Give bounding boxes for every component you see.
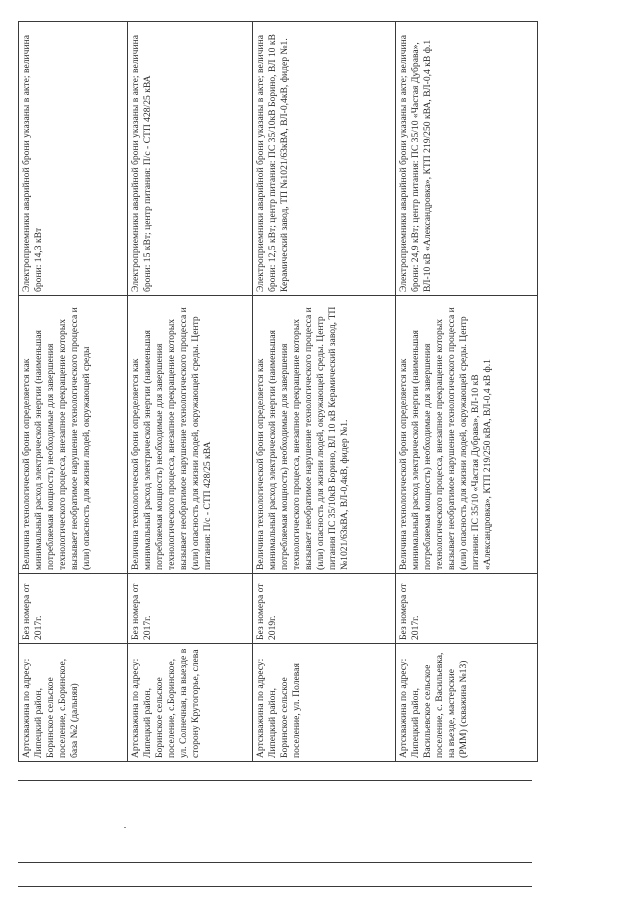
table-row xyxy=(127,22,253,762)
act-cell: Без номера от 2017г. xyxy=(395,574,537,644)
table-row xyxy=(395,22,537,762)
location-cell: Артскважина по адресу: Липецкий район, Васильевское сельское поселение, с. Васильевка, на въезде, мастерские (РММ) (скважина №13) xyxy=(395,644,537,762)
emergency-reserve-cell: Электроприемники аварийной брони указаны в акте; величина брони: 15 кВт; центр питания: П/с - СТП 428/25 кВА xyxy=(127,22,253,296)
act-cell: Без номера от 2017г. xyxy=(127,574,253,644)
separator-line xyxy=(18,862,532,863)
tech-reserve-cell: Величина технологической брони определяется как минимальный расход электрической энергии (наименьшая потребляемая мощность) необходимые для завершения технологического процесса, внезапное прекращение которых вызывает необратимое нарушение технологического процесса и (или) опасность для жизни людей, окружающей среды. Центр питания: П/с - СТП 428/25 кВА xyxy=(127,296,253,574)
separator-line xyxy=(18,886,532,887)
rotated-table-region xyxy=(18,22,538,762)
act-cell: Без номера от 2019г. xyxy=(253,574,395,644)
tech-reserve-cell: Величина технологической брони определяется как минимальный расход электрической энергии (наименьшая потребляемая мощность) необходимые для завершения технологического процесса, внезапное прекращение которых вызывает необратимое нарушение технологического процесса и (или) опасность для жизни людей, окружающей среды xyxy=(19,296,128,574)
table-row xyxy=(253,22,395,762)
scan-speck xyxy=(124,827,126,828)
location-cell: Артскважина по адресу: Липецкий район, Боринское сельское поселение, ул. Полевая xyxy=(253,644,395,762)
location-cell: Артскважина по адресу: Липецкий район, Боринское сельское поселение, с.Боринское, база №2 (дальняя) xyxy=(19,644,128,762)
reserve-table xyxy=(18,21,538,762)
emergency-reserve-cell: Электроприемники аварийной брони указаны в акте; величина брони: 14,3 кВт xyxy=(19,22,128,296)
tech-reserve-cell: Величина технологической брони определяется как минимальный расход электрической энергии (наименьшая потребляемая мощность) необходимые для завершения технологического процесса, внезапное прекращение которых вызывает необратимое нарушение технологического процесса и (или) опасность для жизни людей, окружающей среды. Центр питания: ПС 35/10 «Частая Дубрава», ВЛ-10 кВ «Александровка», КТП 219/250 кВА, ВЛ-0,4 кВ ф.1 xyxy=(395,296,537,574)
tech-reserve-cell: Величина технологической брони определяется как минимальный расход электрической энергии (наименьшая потребляемая мощность) необходимые для завершения технологического процесса, внезапное прекращение которых вызывает необратимое нарушение технологического процесса и (или) опасность для жизни людей, окружающей среды. Центр питания ПС 35/10кВ Борино, ВЛ 10 кВ Керамический завод, ТП №1021/63кВА, ВЛ-0,4кВ, фидер №1. xyxy=(253,296,395,574)
emergency-reserve-cell: Электроприемники аварийной брони указаны в акте; величина брони: 12,5 кВт; центр питания: ПС 35/10кВ Борино, ВЛ 10 кВ Керамический завод, ТП №1021/63кВА, ВЛ-0,4кВ, фидер №1. xyxy=(253,22,395,296)
act-cell: Без номера от 2017г. xyxy=(19,574,128,644)
table-row xyxy=(19,22,128,762)
location-cell: Артскважина по адресу: Липецкий район, Боринское сельское поселение, с.Боринское, ул. Солнечная, на выезде в сторону Крутогорье, слева xyxy=(127,644,253,762)
separator-line xyxy=(18,780,532,781)
emergency-reserve-cell: Электроприемники аварийной брони указаны в акте; величина брони: 24,9 кВт; центр питания: ПС 35/10 «Частая Дубрава», ВЛ-10 кВ «Александровка», КТП 219/250 кВА, ВЛ-0,4 кВ ф.1 xyxy=(395,22,537,296)
